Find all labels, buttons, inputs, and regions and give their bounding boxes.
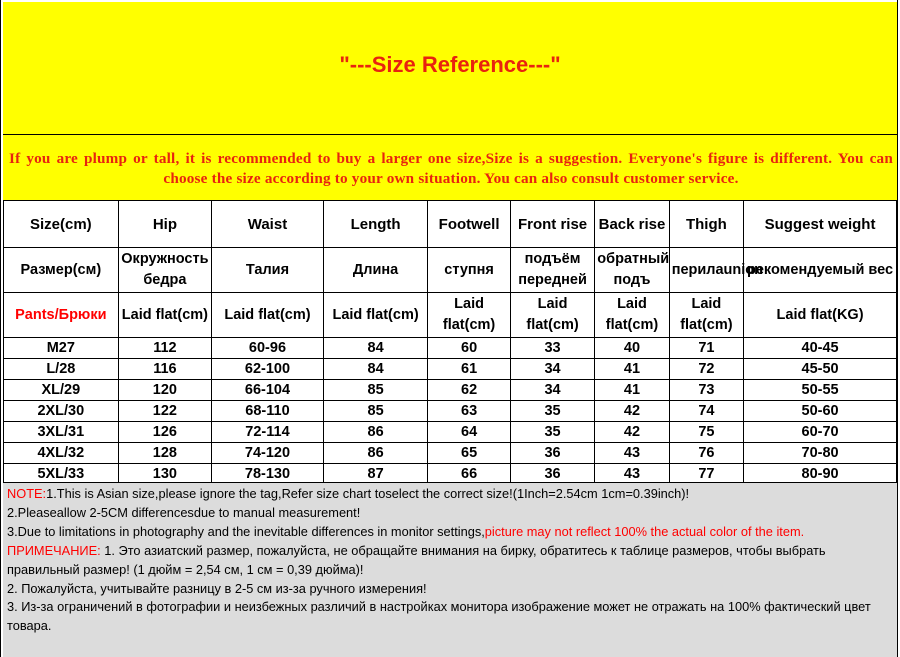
table-cell: 126 <box>118 422 212 443</box>
ru-note-line-2: 2. Пожалуйста, учитывайте разницу в 2-5 см из-за ручного измерения! <box>7 580 427 596</box>
table-cell: 68-110 <box>212 401 324 422</box>
table-cell: 76 <box>669 443 743 464</box>
table-cell: Laid flat(cm) <box>428 293 510 338</box>
table-cell: 62 <box>428 380 510 401</box>
table-row <box>4 443 897 464</box>
table-cell: 80-90 <box>744 464 897 485</box>
notice-banner <box>3 134 897 200</box>
table-cell: Талия <box>212 248 324 293</box>
table-cell: 77 <box>669 464 743 485</box>
table-row <box>4 248 897 293</box>
table-row <box>4 380 897 401</box>
table-cell: рекомендуемый вес <box>744 248 897 293</box>
table-cell: Length <box>323 201 428 248</box>
table-row <box>4 359 897 380</box>
table-cell: 43 <box>595 443 669 464</box>
notes-section <box>3 482 897 657</box>
table-cell: Laid flat(cm) <box>212 293 324 338</box>
table-cell: 70-80 <box>744 443 897 464</box>
table-cell: 50-60 <box>744 401 897 422</box>
table-cell: 86 <box>323 422 428 443</box>
table-cell: Laid flat(KG) <box>744 293 897 338</box>
notice-text: If you are plump or tall, it is recommended to buy a larger one size,Size is a suggestion. Everyone's figure is different. You can choose the size according to your own situation. You can also consult customer service. <box>9 150 893 187</box>
table-cell: 85 <box>323 380 428 401</box>
table-cell: Окружность бедра <box>118 248 212 293</box>
table-cell: Back rise <box>595 201 669 248</box>
ru-note-line-3: 3. Из-за ограничений в фотографии и неизбежных различий в настройках монитора изображение может не отражать на 100% фактический цвет товара. <box>7 599 871 634</box>
note-label: NOTE: <box>7 486 47 501</box>
table-cell: 62-100 <box>212 359 324 380</box>
table-cell: 63 <box>428 401 510 422</box>
table-cell: 43 <box>595 464 669 485</box>
table-cell: 112 <box>118 338 212 359</box>
title-banner <box>3 2 897 134</box>
table-cell: Size(cm) <box>4 201 119 248</box>
table-cell: Laid flat(cm) <box>669 293 743 338</box>
table-cell: Hip <box>118 201 212 248</box>
table-row <box>4 401 897 422</box>
table-cell: Laid flat(cm) <box>595 293 669 338</box>
table-cell: 40 <box>595 338 669 359</box>
table-cell: 78-130 <box>212 464 324 485</box>
table-cell: подъём передней <box>510 248 594 293</box>
table-cell: 35 <box>510 401 594 422</box>
table-cell: 66 <box>428 464 510 485</box>
table-cell: 74-120 <box>212 443 324 464</box>
page-title: "---Size Reference---" <box>339 52 561 77</box>
table-cell: Laid flat(cm) <box>510 293 594 338</box>
table-cell: 75 <box>669 422 743 443</box>
table-cell: 72-114 <box>212 422 324 443</box>
note-line-2: 2.Pleaseallow 2-5CM differencesdue to manual measurement! <box>7 504 361 520</box>
table-cell: 34 <box>510 380 594 401</box>
table-cell: 41 <box>595 359 669 380</box>
table-row <box>4 293 897 338</box>
table-cell: 84 <box>323 359 428 380</box>
table-cell: 64 <box>428 422 510 443</box>
table-cell: 35 <box>510 422 594 443</box>
ru-note-label: ПРИМЕЧАНИЕ: <box>7 542 101 558</box>
table-cell: 72 <box>669 359 743 380</box>
table-cell: 3XL/31 <box>4 422 119 443</box>
table-cell: M27 <box>4 338 119 359</box>
table-cell: 45-50 <box>744 359 897 380</box>
table-cell: 36 <box>510 443 594 464</box>
table-cell: L/28 <box>4 359 119 380</box>
table-cell: 33 <box>510 338 594 359</box>
table-cell: 40-45 <box>744 338 897 359</box>
table-cell: 42 <box>595 401 669 422</box>
table-cell: 74 <box>669 401 743 422</box>
table-cell: 128 <box>118 443 212 464</box>
table-cell: 130 <box>118 464 212 485</box>
table-cell: Footwell <box>428 201 510 248</box>
table-cell: 60 <box>428 338 510 359</box>
table-cell: Suggest weight <box>744 201 897 248</box>
ru-note-line-1: ПРИМЕЧАНИЕ: 1. Это азиатский размер, пожалуйста, не обращайте внимания на бирку, обратитесь к таблице размеров, чтобы выбрать правильный размер! (1 дюйм = 2,54 см, 1 см = 0,39 дюйма)! <box>7 542 826 577</box>
table-cell: 42 <box>595 422 669 443</box>
table-cell: 73 <box>669 380 743 401</box>
table-cell: Waist <box>212 201 324 248</box>
table-row <box>4 422 897 443</box>
table-cell: 36 <box>510 464 594 485</box>
table-cell: 85 <box>323 401 428 422</box>
table-cell: Front rise <box>510 201 594 248</box>
table-cell: Thigh <box>669 201 743 248</box>
table-cell: 87 <box>323 464 428 485</box>
table-cell: Laid flat(cm) <box>323 293 428 338</box>
table-cell: перилаunion <box>669 248 743 293</box>
table-cell: 60-96 <box>212 338 324 359</box>
table-cell: 66-104 <box>212 380 324 401</box>
table-cell: 41 <box>595 380 669 401</box>
table-cell: 122 <box>118 401 212 422</box>
table-cell: 2XL/30 <box>4 401 119 422</box>
table-row <box>4 201 897 248</box>
table-cell: Размер(см) <box>4 248 119 293</box>
table-cell: 50-55 <box>744 380 897 401</box>
table-row <box>4 338 897 359</box>
note-line-3: 3.Due to limitations in photography and the inevitable differences in monitor settings,picture may not reflect 100% the actual color of the item. <box>7 523 805 539</box>
table-cell: 60-70 <box>744 422 897 443</box>
table-cell: 34 <box>510 359 594 380</box>
table-cell: 84 <box>323 338 428 359</box>
table-cell: 4XL/32 <box>4 443 119 464</box>
table-cell: 61 <box>428 359 510 380</box>
table-cell: 5XL/33 <box>4 464 119 485</box>
table-cell: 65 <box>428 443 510 464</box>
table-cell: обратный подъ <box>595 248 669 293</box>
note-line-1: NOTE:1.This is Asian size,please ignore the tag,Refer size chart toselect the correct size!(1Inch=2.54cm 1cm=0.39inch)! <box>7 486 690 501</box>
table-cell: 86 <box>323 443 428 464</box>
table-cell: 116 <box>118 359 212 380</box>
table-cell: Pants/Брюки <box>4 293 119 338</box>
table-cell: Длина <box>323 248 428 293</box>
table-cell: Laid flat(cm) <box>118 293 212 338</box>
table-cell: 71 <box>669 338 743 359</box>
table-cell: 120 <box>118 380 212 401</box>
size-table <box>3 200 897 485</box>
table-cell: XL/29 <box>4 380 119 401</box>
table-cell: ступня <box>428 248 510 293</box>
